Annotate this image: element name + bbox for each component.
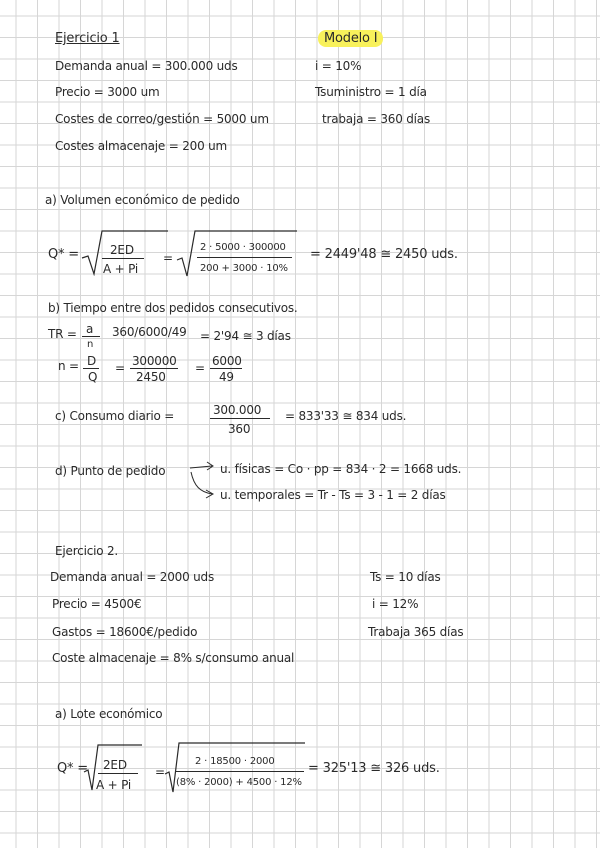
tr-den: n [87,339,94,350]
ex2-frac1-line [98,773,138,774]
ex1-order-cost: Costes de correo/gestión = 5000 um [55,112,269,126]
model-label [318,32,383,45]
eq-sign-1: = [163,251,173,265]
n-label: n = [58,359,79,373]
ex2-frac2-num: 2 · 18500 · 2000 [195,756,275,767]
n-line [83,368,99,369]
c-result: = 833'33 ≅ 834 uds. [285,409,407,423]
branch-arrows [188,458,220,502]
ex2-eq: = [155,765,165,779]
frac2-line [197,257,292,258]
tr-label: TR = [48,327,77,341]
n-den: Q [88,370,98,384]
d-temporales: u. temporales = Tr - Ts = 3 - 1 = 2 días [220,488,446,502]
q-star-label: Q* = [48,247,79,262]
ex2-demand: Demanda anual = 2000 uds [50,570,215,584]
model-highlight: Modelo I [318,30,383,47]
c-line [210,418,270,419]
n-num2: 300000 [132,354,177,368]
ex2-a-label: a) Lote económico [55,707,163,721]
ex1-d-label: d) Punto de pedido [55,464,166,478]
n-line3 [210,368,242,369]
exercise-1-title: Ejercicio 1 [55,31,120,46]
ex2-ts: Ts = 10 días [370,570,441,584]
ex2-frac1-num: 2ED [103,758,127,772]
n-line2 [130,368,178,369]
ex1-c-label: c) Consumo diario = [55,409,175,423]
n-den2: 2450 [136,370,166,384]
ex2-frac2-den: (8% · 2000) + 4500 · 12% [176,777,302,788]
ex2-work-days: Trabaja 365 días [368,625,464,639]
ex2-price: Precio = 4500€ [52,597,142,611]
frac1-num: 2ED [110,243,134,257]
frac2-den: 200 + 3000 · 10% [200,263,288,274]
c-den: 360 [228,422,251,436]
frac1-den: A + Pi [103,262,138,276]
ex2-costs: Gastos = 18600€/pedido [52,625,198,639]
q-result: = 2449'48 ≅ 2450 uds. [310,247,458,262]
ex2-frac1-den: A + Pi [96,778,131,792]
c-num: 300.000 [213,403,262,417]
ex1-storage-cost: Costes almacenaje = 200 um [55,139,228,153]
ex1-demand: Demanda anual = 300.000 uds [55,59,238,73]
n-den3: 49 [219,370,234,384]
ex1-work-days: trabaja = 360 días [322,112,431,126]
ex2-frac2-line [176,771,304,772]
d-fisicas: u. físicas = Co · pp = 834 · 2 = 1668 uds. [220,462,462,476]
n-eq2: = [195,361,205,375]
ex2-result: = 325'13 ≅ 326 uds. [308,761,440,776]
n-num3: 6000 [212,354,242,368]
ex2-q-star: Q* = [57,761,88,776]
exercise-2-title: Ejercicio 2. [55,544,119,558]
ex1-supply-time: Tsuministro = 1 día [315,85,427,99]
tr-num: a [86,322,94,336]
frac2-num: 2 · 5000 · 300000 [200,242,286,253]
tr-result: = 2'94 ≅ 3 días [200,329,291,343]
ex2-storage: Coste almacenaje = 8% s/consumo anual [52,651,295,665]
ex1-price: Precio = 3000 um [55,85,160,99]
ex2-interest: i = 12% [372,597,419,611]
frac1-line [102,258,144,259]
n-eq: = [115,361,125,375]
ex1-b-label: b) Tiempo entre dos pedidos consecutivos. [48,301,298,315]
ex1-interest: i = 10% [315,59,362,73]
ex1-a-label: a) Volumen económico de pedido [45,193,240,207]
n-num: D [87,354,97,368]
tr-line [82,336,100,337]
tr-fraction: 360/6000/49 [112,325,187,339]
